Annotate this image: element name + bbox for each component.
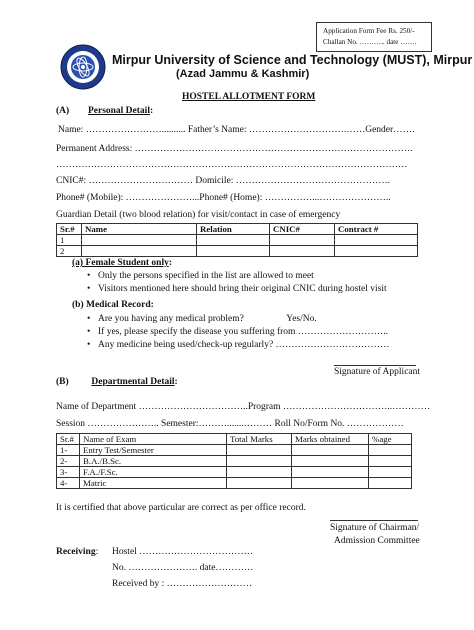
table-row (57, 467, 412, 478)
column-header: Relation (197, 224, 270, 235)
table-cell[interactable] (82, 246, 197, 257)
section-b-heading: (B) Departmental Detail: (56, 377, 178, 387)
table-cell[interactable] (369, 467, 412, 478)
table-cell[interactable] (270, 235, 335, 246)
section-b-letter: (B) (56, 377, 69, 387)
admission-committee-label: Admission Committee (334, 536, 420, 546)
column-header: Name of Exam (80, 434, 227, 445)
list-item: • Any medicine being used/check-up regularly? ……………………………… (86, 339, 390, 352)
university-logo (60, 44, 106, 90)
table-cell: 2 (57, 246, 82, 257)
table-cell: Matric (80, 478, 227, 489)
list-item: • Are you having any medical problem? Yes/No. (86, 313, 390, 326)
column-header: Total Marks (227, 434, 292, 445)
table-cell[interactable] (82, 235, 197, 246)
department-line: Name of Department ……………………………..Program ……………………………..………… (56, 402, 431, 412)
permanent-address-line: Permanent Address: ……………………………………………………………………………. (56, 144, 413, 154)
list-item: • Only the persons specified in the list are allowed to meet (86, 270, 387, 283)
table-cell: B.A./B.Sc. (80, 456, 227, 467)
medical-record-list (86, 313, 390, 352)
table-cell: Entry Test/Semester (80, 445, 227, 456)
column-header: Sr.# (57, 434, 80, 445)
table-row (57, 246, 418, 257)
applicant-signature-label: Signature of Applicant (334, 367, 421, 377)
table-row (57, 456, 412, 467)
challan-line: Challan No. ……….. date ……. (323, 38, 417, 46)
table-cell[interactable] (227, 456, 292, 467)
table-cell[interactable] (335, 235, 418, 246)
section-a-title: Personal Detail (87, 106, 150, 116)
table-header-row (57, 224, 418, 235)
female-student-heading: (a) Female Student only: (72, 258, 173, 268)
hostel-line: Hostel ……………………………… (112, 547, 254, 557)
column-header: Contract # (335, 224, 418, 235)
table-cell[interactable] (369, 478, 412, 489)
table-cell[interactable] (227, 467, 292, 478)
list-item: • If yes, please specify the disease you suffering from ……………………….. (86, 326, 390, 339)
female-student-list (86, 270, 387, 296)
column-header: Sr.# (57, 224, 82, 235)
column-header: %age (369, 434, 412, 445)
number-date-line: No. …………………. date………… (112, 563, 254, 573)
table-cell[interactable] (335, 246, 418, 257)
table-cell: 3- (57, 467, 80, 478)
applicant-signature-line (334, 365, 416, 366)
table-cell[interactable] (292, 456, 369, 467)
table-cell[interactable] (227, 478, 292, 489)
table-cell[interactable] (292, 445, 369, 456)
column-header: Marks obtained (292, 434, 369, 445)
section-a-letter: (A) (56, 106, 70, 116)
session-line: Session ………………….. Semester:……….......……… Roll No/Form No. ……………… (56, 419, 404, 429)
medical-record-heading: (b) Medical Record: (72, 300, 154, 310)
table-cell[interactable] (292, 467, 369, 478)
received-by-line: Received by : ……………………… (112, 579, 253, 589)
table-cell[interactable] (270, 246, 335, 257)
guardian-table (56, 223, 418, 257)
column-header: CNIC# (270, 224, 335, 235)
chairman-signature-label: Signature of Chairman/ (330, 523, 420, 533)
university-name: Mirpur University of Science and Technology (MUST), Mirpur (112, 53, 473, 67)
column-header: Name (82, 224, 197, 235)
phone-line: Phone# (Mobile): …………………...Phone# (Home): ……………...………………….. (56, 193, 391, 203)
name-line: Name: …………………….......... Father’s Name: ………………………….……Gender……. (58, 125, 415, 135)
university-region: (Azad Jammu & Kashmir) (176, 68, 310, 80)
fee-box (316, 22, 432, 52)
table-cell[interactable] (292, 478, 369, 489)
list-item: • Visitors mentioned here should bring their original CNIC during hostel visit (86, 283, 387, 296)
table-row (57, 235, 418, 246)
table-header-row (57, 434, 412, 445)
cnic-domicile-line: CNIC#: …………………………… Domicile: …………………………………………. (56, 176, 391, 186)
form-title: HOSTEL ALLOTMENT FORM (182, 92, 316, 102)
table-cell: 4- (57, 478, 80, 489)
receiving-label: Receiving: (56, 547, 99, 557)
table-cell: 2- (57, 456, 80, 467)
section-b-title: Departmental Detail (91, 377, 175, 387)
table-cell: 1 (57, 235, 82, 246)
table-cell[interactable] (227, 445, 292, 456)
table-cell: F.A./F.Sc. (80, 467, 227, 478)
address-continuation-line: ………………………………………………………………………………………………… (56, 160, 408, 170)
fee-line: Application Form Fee Rs. 250/- (323, 27, 415, 35)
table-cell[interactable] (197, 235, 270, 246)
table-cell[interactable] (197, 246, 270, 257)
table-row (57, 478, 412, 489)
table-row (57, 445, 412, 456)
table-cell: 1- (57, 445, 80, 456)
table-cell[interactable] (369, 456, 412, 467)
guardian-detail-line: Guardian Detail (two blood relation) for visit/contact in case of emergency (56, 210, 341, 220)
exam-table (56, 433, 412, 489)
table-cell[interactable] (369, 445, 412, 456)
section-a-heading: (A) Personal Detail: (56, 106, 154, 116)
certification-line: It is certified that above particular are correct as per office record. (56, 503, 306, 513)
chairman-signature-line (330, 520, 418, 521)
